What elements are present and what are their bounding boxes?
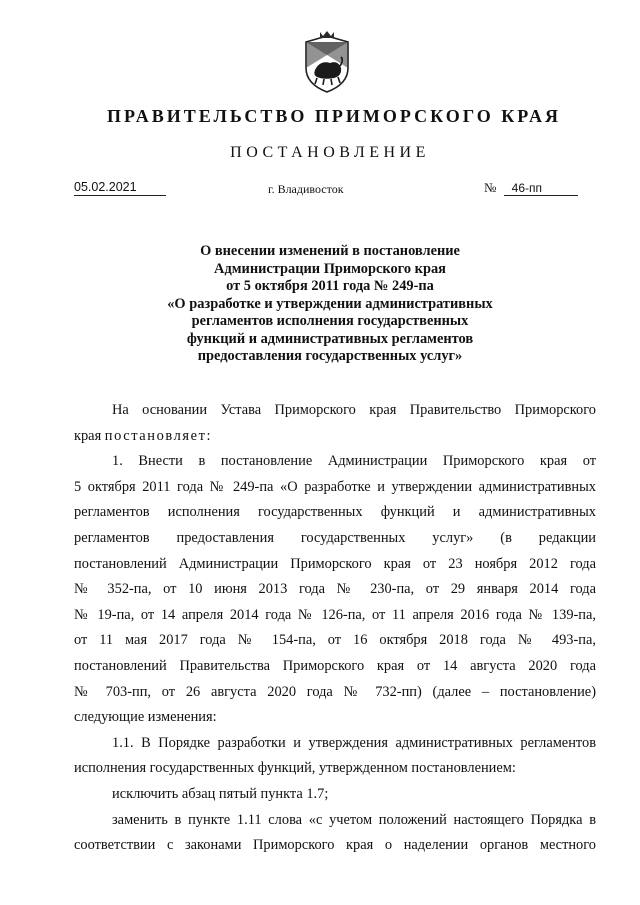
heading-line: функций и административных регламентов [186,330,474,347]
decree-verb: постановляет: [104,427,213,444]
paragraph-line: исключить абзац пятый пункта 1.7; [112,785,329,802]
paragraph-line: постановлений Администрации Приморского края от 23 ноября 2012 года [74,555,596,572]
paragraph-line: следующие изменения: [74,709,217,726]
document-number: 46-пп [504,181,578,196]
paragraph-line: 1.1. В Порядке разработки и утверждения административных регламентов [112,734,596,751]
document-type: ПОСТАНОВЛЕНИЕ [230,144,430,161]
paragraph-line: соответствии с законами Приморского края о наделении органов местного [74,837,596,854]
document-body [74,398,596,859]
document-date: 05.02.2021 [74,180,166,196]
paragraph-line: постановлений Правительства Приморского края от 14 августа 2020 года [74,657,596,674]
coat-of-arms-icon [300,30,354,94]
heading-line: «О разработке и утверждении административных [167,295,493,312]
heading-line: предоставления государственных услуг» [197,348,463,364]
document-number-block [484,180,578,196]
paragraph-line: № 703-пп, от 26 августа 2020 года № 732-пп) (далее – постановление) [74,683,596,700]
paragraph-line [74,424,596,450]
paragraph-line: от 11 мая 2017 года № 154-па, от 16 октября 2018 года № 493-па, [74,632,596,649]
paragraph-line: заменить в пункте 1.11 слова «с учетом положений настоящего Порядка в [112,811,596,828]
paragraph-line: исполнения государственных функций, утвержденном постановлением: [74,760,516,777]
document-heading [80,243,580,366]
text-fragment: края [74,427,105,444]
paragraph-line: 1. Внести в постановление Администрации Приморского края от [112,453,596,470]
paragraph-line: На основании Устава Приморского края Правительство Приморского [112,402,596,418]
paragraph-line: регламентов исполнения государственных функций и административных [74,504,596,521]
government-title: ПРАВИТЕЛЬСТВО ПРИМОРСКОГО КРАЯ [107,106,561,126]
heading-line: регламентов исполнения государственных [191,313,469,329]
document-city: г. Владивосток [268,182,344,196]
heading-line: Администрации Приморского края [214,260,446,277]
number-sign: № [484,180,497,195]
paragraph-line: № 19-па, от 14 апреля 2014 года № 126-па, от 11 апреля 2016 года № 139-па, [74,606,596,623]
heading-line: О внесении изменений в постановление [200,243,460,259]
paragraph-line: 5 октября 2011 года № 249-па «О разработке и утверждении административных [74,478,596,495]
paragraph-line: № 352-па, от 10 июня 2013 года № 230-па, от 29 января 2014 года [74,581,596,598]
paragraph-line: регламентов предоставления государственных услуг» (в редакции [74,529,596,546]
heading-line: от 5 октября 2011 года № 249-па [226,278,434,294]
